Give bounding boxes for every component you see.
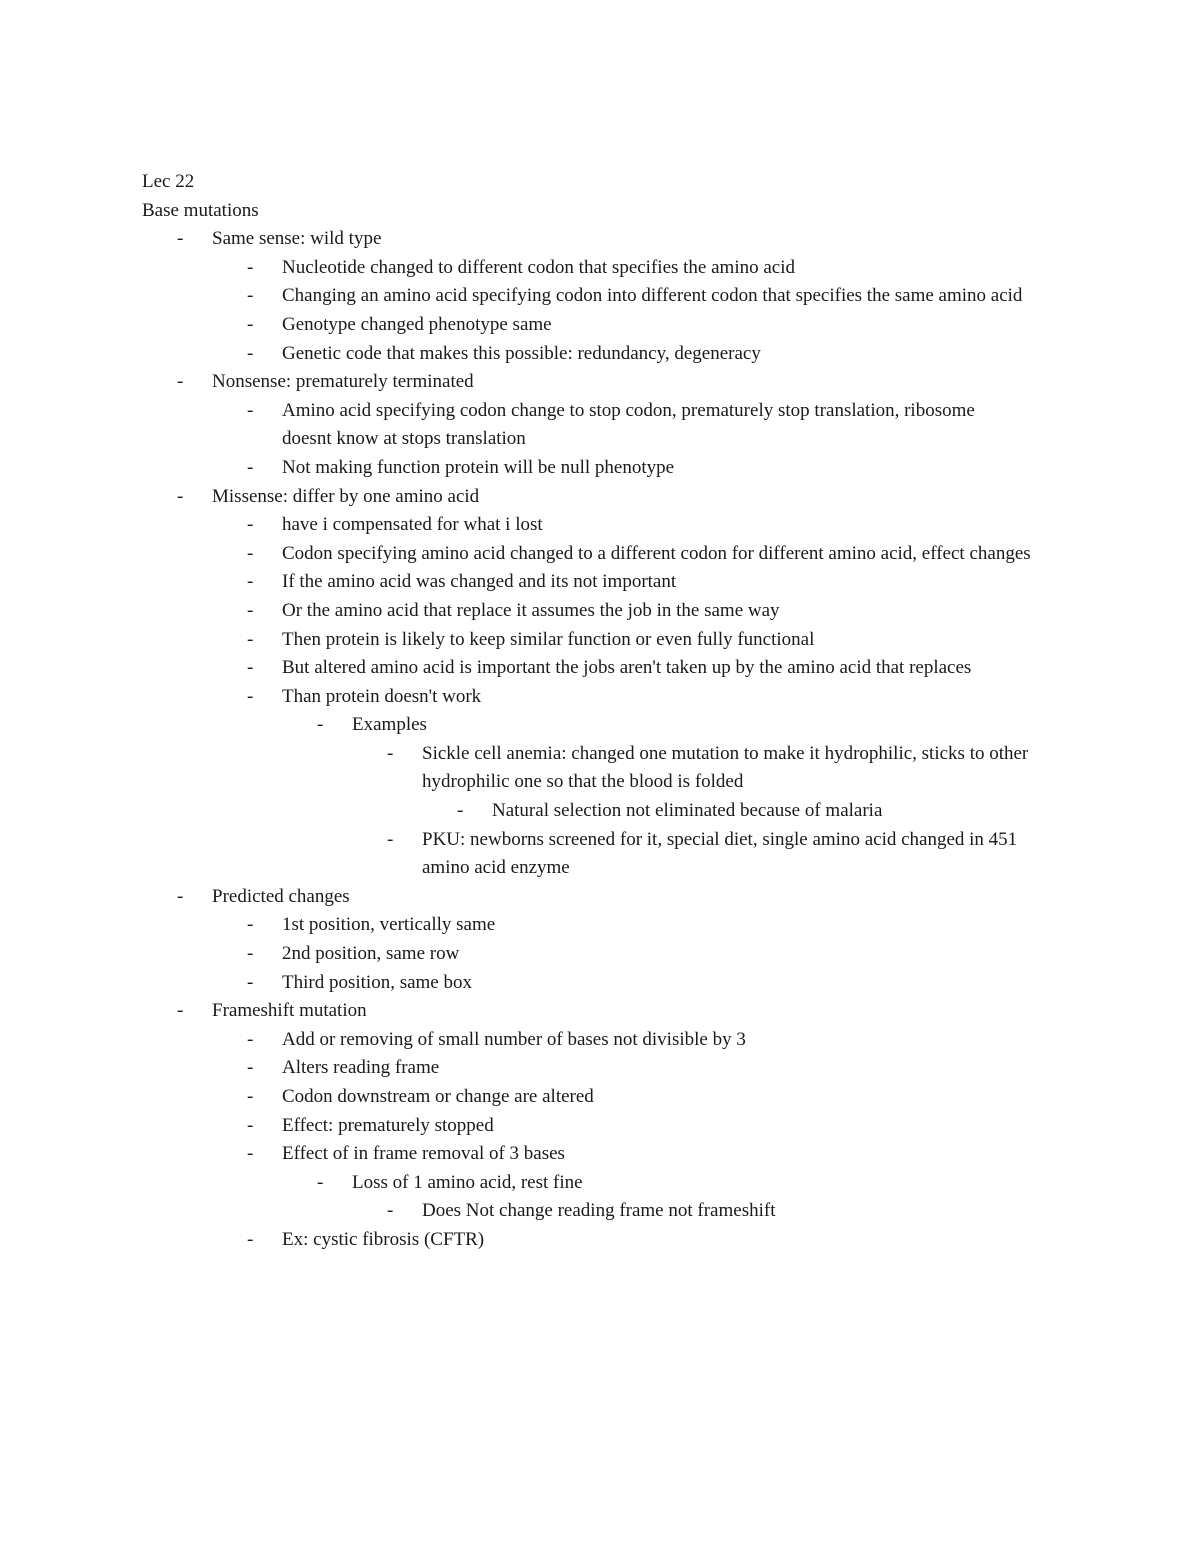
- list-item: - Sickle cell anemia: changed one mutation to make it hydrophilic, sticks to other hydrophilic one so that the blood is folded - Natural selection not eliminated because of malaria: [352, 740, 1082, 826]
- list-item: - PKU: newborns screened for it, special diet, single amino acid changed in 451 amino acid enzyme: [352, 826, 1082, 883]
- frameshift-list: [212, 1026, 1082, 1255]
- lecture-title: Lec 22: [142, 171, 195, 192]
- list-item: - Genotype changed phenotype same: [212, 311, 1082, 340]
- list-item: - Ex: cystic fibrosis (CFTR): [212, 1226, 1082, 1255]
- list-item: - Natural selection not eliminated because of malaria: [422, 797, 1082, 826]
- list-item: - If the amino acid was changed and its not important: [212, 568, 1082, 597]
- inframe-subsublist: [352, 1197, 1082, 1226]
- list-item: [142, 883, 1082, 997]
- list-item: [142, 997, 1082, 1254]
- list-item: - Alters reading frame: [212, 1054, 1082, 1083]
- missense-label: - Missense: differ by one amino acid: [212, 485, 480, 507]
- predicted-changes-list: [212, 911, 1082, 997]
- list-item: - Effect of in frame removal of 3 bases - Loss of 1 amino acid, rest fine - Does Not change reading frame not frameshift: [212, 1140, 1082, 1226]
- missense-list: [212, 511, 1082, 883]
- section-heading: Base mutations: [142, 199, 259, 221]
- frameshift-label: - Frameshift mutation: [212, 1000, 367, 1022]
- list-item: [142, 483, 1082, 883]
- list-item: - 1st position, vertically same: [212, 911, 1082, 940]
- nonsense-label: - Nonsense: prematurely terminated: [212, 371, 474, 393]
- same-sense-label: - Same sense: wild type: [212, 228, 382, 250]
- same-sense-list: [212, 254, 1082, 368]
- list-item: - Third position, same box: [212, 969, 1082, 998]
- examples-label: - Examples: [352, 714, 427, 736]
- list-item: - But altered amino acid is important the jobs aren't taken up by the amino acid that replaces: [212, 654, 1082, 683]
- list-item: [142, 368, 1082, 482]
- list-item: - have i compensated for what i lost: [212, 511, 1082, 540]
- list-item: - Then protein is likely to keep similar function or even fully functional: [212, 626, 1082, 655]
- list-item: - Than protein doesn't work - Examples - Sickle cell anemia: changed one mutation to make it hydrophilic, sticks to other hydrophilic one so that the blood is folded - Natural selection not eliminated because of malaria - PKU: newborns screened for it, special diet, single amino acid changed in 451 amino acid enzyme: [212, 683, 1082, 883]
- inframe-sublist: [282, 1169, 1082, 1226]
- list-item: - Loss of 1 amino acid, rest fine - Does Not change reading frame not frameshift: [282, 1169, 1082, 1226]
- list-item: - Effect: prematurely stopped: [212, 1112, 1082, 1141]
- list-item: - 2nd position, same row: [212, 940, 1082, 969]
- list-item: - Amino acid specifying codon change to stop codon, prematurely stop translation, ribosome doesnt know at stops translation: [212, 397, 1082, 454]
- list-item: - Add or removing of small number of bases not divisible by 3: [212, 1026, 1082, 1055]
- sickle-cell-sublist: [422, 797, 1082, 826]
- list-item: - Codon specifying amino acid changed to a different codon for different amino acid, effect changes: [212, 540, 1082, 569]
- list-item: - Not making function protein will be null phenotype: [212, 454, 1082, 483]
- list-item: [282, 711, 1082, 883]
- nonsense-list: [212, 397, 1082, 483]
- list-item: - Does Not change reading frame not frameshift: [352, 1197, 1082, 1226]
- list-item: - Or the amino acid that replace it assumes the job in the same way: [212, 597, 1082, 626]
- notes-body: [142, 168, 1082, 1255]
- predicted-changes-label: - Predicted changes: [212, 885, 350, 907]
- list-item: [142, 225, 1082, 368]
- examples-list: [282, 711, 1082, 883]
- list-item: - Codon downstream or change are altered: [212, 1083, 1082, 1112]
- list-item: - Nucleotide changed to different codon that specifies the amino acid: [212, 254, 1082, 283]
- examples-items: [352, 740, 1082, 883]
- list-item: - Changing an amino acid specifying codon into different codon that specifies the same amino acid: [212, 282, 1082, 311]
- top-level-list: [142, 225, 1082, 1254]
- list-item: - Genetic code that makes this possible: redundancy, degeneracy: [212, 340, 1082, 369]
